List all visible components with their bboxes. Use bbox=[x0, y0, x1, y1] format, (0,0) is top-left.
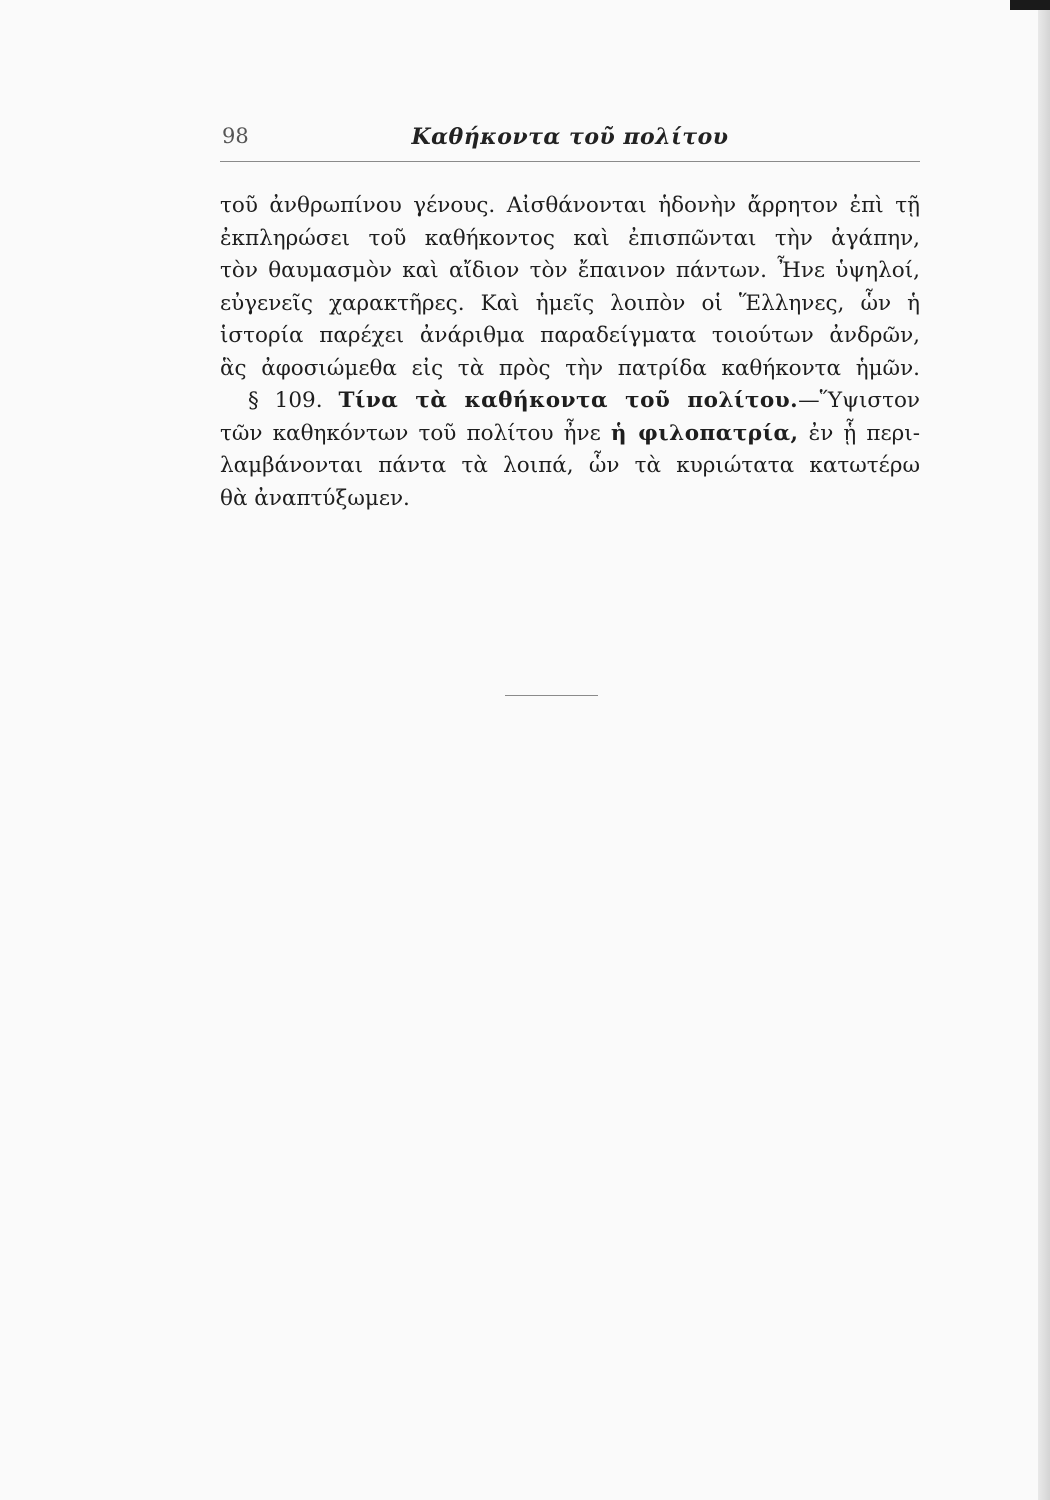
header-rule bbox=[220, 161, 920, 162]
emphasis-text: ἡ φιλοπατρία, bbox=[610, 420, 799, 446]
section-line bbox=[220, 385, 920, 418]
page-number: 98 bbox=[222, 124, 249, 148]
text-line: τὸν θαυμασμὸν καὶ αἴδιον τὸν ἔπαινον πάντων. Ἦνε ὑψηλοί, bbox=[220, 258, 920, 283]
text-line: λαμβάνονται πάντα τὰ λοιπά, ὧν τὰ κυριώτατα κατωτέρω bbox=[220, 453, 920, 478]
text-line bbox=[220, 418, 920, 451]
running-title: Καθήκοντα τοῦ πολίτου bbox=[411, 124, 729, 150]
section-heading: Τίνα τὰ καθήκοντα τοῦ πολίτου. bbox=[338, 388, 799, 413]
text-line: εὐγενεῖς χαρακτῆρες. Καὶ ἡμεῖς λοιπὸν οἱ Ἕλληνες, ὧν ἡ bbox=[220, 290, 920, 316]
section-text: —Ὕψιστον bbox=[798, 388, 920, 413]
text-line: τοῦ ἀνθρωπίνου γένους. Αἰσθάνονται ἡδονὴν ἄρρητον ἐπὶ τῇ bbox=[220, 193, 920, 218]
text-line: ἐκπληρώσει τοῦ καθήκοντος καὶ ἐπισπῶνται τὴν ἀγάπην, bbox=[220, 225, 920, 251]
text-segment: ἐν ᾗ περι- bbox=[798, 420, 920, 446]
page-header bbox=[220, 124, 920, 164]
section-number: § 109. bbox=[248, 388, 323, 413]
body-text bbox=[220, 190, 920, 515]
text-segment: τῶν καθηκόντων τοῦ πολίτου ἦνε bbox=[220, 420, 611, 446]
page-edge-shadow bbox=[1038, 0, 1050, 1500]
text-line: ἱστορία παρέχει ἀνάριθμα παραδείγματα τοιούτων ἀνδρῶν, bbox=[220, 323, 920, 348]
text-line: θὰ ἀναπτύξωμεν. bbox=[220, 485, 410, 511]
section-end-rule bbox=[505, 695, 598, 696]
text-line: ἃς ἀφοσιώμεθα εἰς τὰ πρὸς τὴν πατρίδα καθήκοντα ἡμῶν. bbox=[220, 355, 920, 381]
scan-edge-mark bbox=[1010, 0, 1050, 10]
